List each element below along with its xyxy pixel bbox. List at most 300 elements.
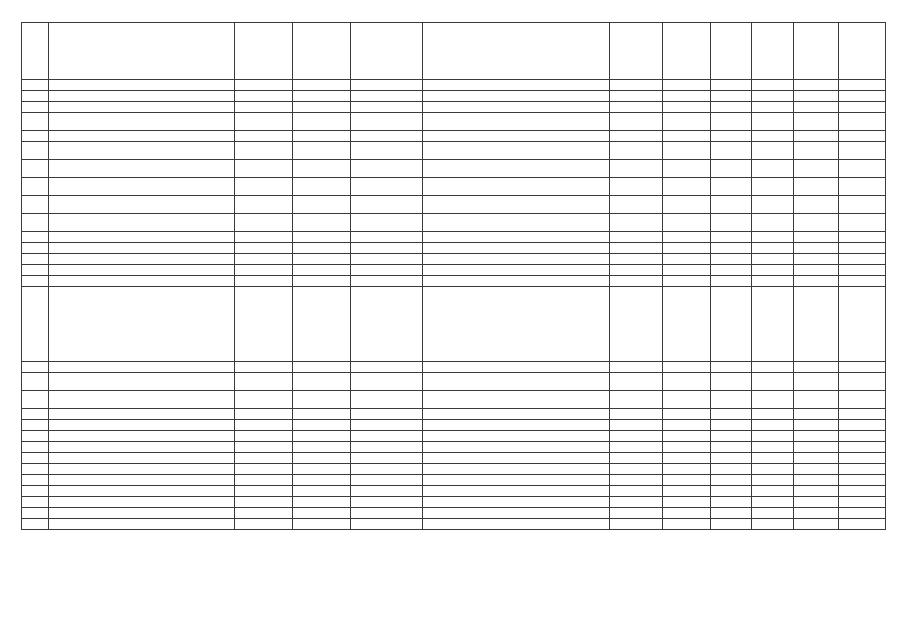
table-cell <box>839 243 886 254</box>
table-cell <box>235 160 293 178</box>
table-cell <box>663 391 711 409</box>
table-cell <box>793 142 839 160</box>
table-cell <box>423 442 609 453</box>
table-cell <box>609 508 663 519</box>
table-cell <box>235 362 293 373</box>
table-cell <box>293 287 351 362</box>
table-cell <box>663 265 711 276</box>
table-cell <box>293 453 351 464</box>
table-cell <box>22 142 49 160</box>
table-cell <box>235 391 293 409</box>
table-row <box>22 113 886 131</box>
table-cell <box>752 475 793 486</box>
table-cell <box>293 160 351 178</box>
table-cell <box>48 265 234 276</box>
table-cell <box>235 254 293 265</box>
header-row <box>22 23 886 80</box>
table-cell <box>839 287 886 362</box>
table-cell <box>22 265 49 276</box>
table-cell <box>293 91 351 102</box>
table-cell <box>711 464 752 475</box>
table-cell <box>839 102 886 113</box>
table-cell <box>839 508 886 519</box>
table-cell <box>48 486 234 497</box>
table-cell <box>839 409 886 420</box>
table-cell <box>48 519 234 530</box>
table-cell <box>48 214 234 232</box>
column-header <box>793 23 839 80</box>
table-row <box>22 391 886 409</box>
table-cell <box>351 409 423 420</box>
table-cell <box>609 486 663 497</box>
table-cell <box>711 243 752 254</box>
table-cell <box>839 486 886 497</box>
table-cell <box>663 113 711 131</box>
table-row <box>22 142 886 160</box>
table-cell <box>609 265 663 276</box>
table-cell <box>711 254 752 265</box>
table-cell <box>793 519 839 530</box>
table-cell <box>423 178 609 196</box>
table-cell <box>235 508 293 519</box>
table-cell <box>663 196 711 214</box>
table-cell <box>22 287 49 362</box>
table-cell <box>293 265 351 276</box>
table-cell <box>293 464 351 475</box>
table-cell <box>423 243 609 254</box>
table-cell <box>663 442 711 453</box>
table-cell <box>793 178 839 196</box>
table-cell <box>793 113 839 131</box>
table-cell <box>663 178 711 196</box>
table-cell <box>793 232 839 243</box>
table-cell <box>235 453 293 464</box>
table-cell <box>293 178 351 196</box>
table-cell <box>711 80 752 91</box>
table-cell <box>711 91 752 102</box>
table-cell <box>423 142 609 160</box>
column-header <box>22 23 49 80</box>
table-cell <box>839 91 886 102</box>
table-cell <box>351 362 423 373</box>
table-cell <box>609 420 663 431</box>
table-cell <box>663 131 711 142</box>
table-cell <box>752 486 793 497</box>
table-cell <box>351 442 423 453</box>
table-row <box>22 362 886 373</box>
table-cell <box>22 243 49 254</box>
table-row <box>22 519 886 530</box>
table-cell <box>839 113 886 131</box>
table-cell <box>663 243 711 254</box>
table-cell <box>609 519 663 530</box>
table-cell <box>22 420 49 431</box>
table-cell <box>351 453 423 464</box>
table-cell <box>711 442 752 453</box>
table-cell <box>293 243 351 254</box>
table-cell <box>22 497 49 508</box>
table-cell <box>711 102 752 113</box>
table-row <box>22 497 886 508</box>
table-row <box>22 442 886 453</box>
table-cell <box>663 160 711 178</box>
table-cell <box>711 265 752 276</box>
table-row <box>22 373 886 391</box>
table-cell <box>839 196 886 214</box>
table-cell <box>293 131 351 142</box>
table-cell <box>423 80 609 91</box>
table-cell <box>711 276 752 287</box>
table-cell <box>351 265 423 276</box>
table-cell <box>235 420 293 431</box>
table-cell <box>839 442 886 453</box>
table-cell <box>22 131 49 142</box>
table-cell <box>711 178 752 196</box>
table-cell <box>793 91 839 102</box>
table-cell <box>793 102 839 113</box>
table-cell <box>663 80 711 91</box>
table-cell <box>423 519 609 530</box>
table-cell <box>351 131 423 142</box>
table-cell <box>793 475 839 486</box>
table-cell <box>423 464 609 475</box>
table-cell <box>711 453 752 464</box>
table-cell <box>351 196 423 214</box>
table-row <box>22 475 886 486</box>
table-cell <box>22 232 49 243</box>
table-cell <box>752 113 793 131</box>
table-cell <box>235 442 293 453</box>
table-cell <box>663 287 711 362</box>
table-cell <box>351 142 423 160</box>
table-cell <box>793 464 839 475</box>
table-cell <box>22 160 49 178</box>
table-cell <box>48 420 234 431</box>
table-cell <box>609 178 663 196</box>
table-cell <box>711 160 752 178</box>
table-cell <box>48 254 234 265</box>
table-cell <box>752 431 793 442</box>
table-cell <box>48 178 234 196</box>
table-cell <box>423 232 609 243</box>
table-cell <box>48 508 234 519</box>
table-cell <box>609 91 663 102</box>
table-row <box>22 232 886 243</box>
table-cell <box>752 160 793 178</box>
table-cell <box>235 464 293 475</box>
table-cell <box>235 497 293 508</box>
table-cell <box>48 196 234 214</box>
table-cell <box>793 196 839 214</box>
table-cell <box>48 113 234 131</box>
table-cell <box>293 80 351 91</box>
table-cell <box>609 142 663 160</box>
table-cell <box>423 196 609 214</box>
table-cell <box>711 420 752 431</box>
table-cell <box>235 373 293 391</box>
table-cell <box>663 373 711 391</box>
column-header <box>235 23 293 80</box>
table-cell <box>752 287 793 362</box>
table-row <box>22 265 886 276</box>
table-cell <box>22 519 49 530</box>
table-cell <box>793 391 839 409</box>
table-cell <box>839 142 886 160</box>
table-cell <box>293 362 351 373</box>
table-cell <box>793 409 839 420</box>
table-cell <box>235 287 293 362</box>
table-cell <box>423 287 609 362</box>
table-cell <box>752 265 793 276</box>
table-cell <box>793 214 839 232</box>
table-cell <box>752 497 793 508</box>
table-cell <box>351 475 423 486</box>
table-row <box>22 178 886 196</box>
table-cell <box>663 464 711 475</box>
table-cell <box>423 373 609 391</box>
table-cell <box>711 142 752 160</box>
table-cell <box>663 409 711 420</box>
table-cell <box>839 475 886 486</box>
table-cell <box>752 254 793 265</box>
table-cell <box>711 475 752 486</box>
table-row <box>22 131 886 142</box>
table-cell <box>663 232 711 243</box>
table-cell <box>235 91 293 102</box>
table-cell <box>423 102 609 113</box>
table-row <box>22 160 886 178</box>
table-cell <box>839 232 886 243</box>
table-cell <box>235 131 293 142</box>
table-cell <box>752 420 793 431</box>
table-cell <box>793 486 839 497</box>
table-cell <box>839 497 886 508</box>
table-cell <box>22 178 49 196</box>
table-cell <box>839 420 886 431</box>
table-cell <box>752 362 793 373</box>
table-cell <box>793 276 839 287</box>
table-cell <box>752 196 793 214</box>
table-cell <box>609 243 663 254</box>
table-cell <box>711 196 752 214</box>
table-cell <box>793 431 839 442</box>
table-row <box>22 486 886 497</box>
table-row <box>22 91 886 102</box>
table-cell <box>711 508 752 519</box>
column-header <box>293 23 351 80</box>
table-cell <box>752 178 793 196</box>
table-cell <box>235 519 293 530</box>
table-cell <box>293 196 351 214</box>
table-cell <box>423 486 609 497</box>
table-cell <box>609 442 663 453</box>
table-cell <box>711 287 752 362</box>
table-cell <box>793 453 839 464</box>
table-cell <box>235 431 293 442</box>
table-row <box>22 453 886 464</box>
table-cell <box>235 80 293 91</box>
table-cell <box>22 91 49 102</box>
table-cell <box>793 265 839 276</box>
table-cell <box>293 519 351 530</box>
table-cell <box>663 519 711 530</box>
table-cell <box>423 131 609 142</box>
table-cell <box>663 102 711 113</box>
table-cell <box>609 113 663 131</box>
table-cell <box>351 373 423 391</box>
table-cell <box>48 80 234 91</box>
table-cell <box>839 80 886 91</box>
table-cell <box>235 276 293 287</box>
table-cell <box>48 431 234 442</box>
table-cell <box>752 142 793 160</box>
column-header <box>609 23 663 80</box>
table-cell <box>663 486 711 497</box>
table-cell <box>711 486 752 497</box>
table-cell <box>752 214 793 232</box>
table-cell <box>293 475 351 486</box>
table-cell <box>351 431 423 442</box>
table-cell <box>293 409 351 420</box>
table-cell <box>793 420 839 431</box>
table-cell <box>752 373 793 391</box>
table-cell <box>663 420 711 431</box>
table-cell <box>752 80 793 91</box>
table-cell <box>351 420 423 431</box>
table-cell <box>423 453 609 464</box>
table-cell <box>839 464 886 475</box>
table-cell <box>22 196 49 214</box>
table-cell <box>22 464 49 475</box>
table-cell <box>48 475 234 486</box>
column-header <box>663 23 711 80</box>
table-row <box>22 196 886 214</box>
table-cell <box>423 362 609 373</box>
table-cell <box>423 420 609 431</box>
table-cell <box>351 178 423 196</box>
table-cell <box>48 102 234 113</box>
table-cell <box>48 373 234 391</box>
table-cell <box>609 80 663 91</box>
table-cell <box>711 519 752 530</box>
table-cell <box>752 464 793 475</box>
table-cell <box>22 431 49 442</box>
table-cell <box>793 442 839 453</box>
table-cell <box>663 214 711 232</box>
table-cell <box>351 214 423 232</box>
table-cell <box>609 196 663 214</box>
table-cell <box>48 243 234 254</box>
table-cell <box>48 442 234 453</box>
table-cell <box>609 214 663 232</box>
table-row <box>22 254 886 265</box>
table-cell <box>293 486 351 497</box>
table-cell <box>609 232 663 243</box>
table-cell <box>663 453 711 464</box>
table-cell <box>752 519 793 530</box>
table-cell <box>22 102 49 113</box>
table-cell <box>48 232 234 243</box>
table-cell <box>22 373 49 391</box>
table-cell <box>351 91 423 102</box>
table-cell <box>839 431 886 442</box>
table-cell <box>793 254 839 265</box>
table-cell <box>839 160 886 178</box>
table-cell <box>663 276 711 287</box>
table-cell <box>22 453 49 464</box>
table-cell <box>235 409 293 420</box>
table-cell <box>351 232 423 243</box>
table-cell <box>293 391 351 409</box>
table-cell <box>235 113 293 131</box>
table-cell <box>839 214 886 232</box>
table-cell <box>351 243 423 254</box>
table-cell <box>663 91 711 102</box>
table-cell <box>351 276 423 287</box>
table-cell <box>839 362 886 373</box>
table-cell <box>351 160 423 178</box>
table-cell <box>711 391 752 409</box>
table-cell <box>22 391 49 409</box>
table-cell <box>48 497 234 508</box>
table-cell <box>423 497 609 508</box>
table-cell <box>22 276 49 287</box>
table-cell <box>423 508 609 519</box>
table-cell <box>839 265 886 276</box>
table-row <box>22 287 886 362</box>
register-table <box>21 22 886 530</box>
table-row <box>22 214 886 232</box>
table-cell <box>293 508 351 519</box>
table-cell <box>48 287 234 362</box>
table-cell <box>793 243 839 254</box>
table-cell <box>351 508 423 519</box>
table-cell <box>793 508 839 519</box>
table-cell <box>293 232 351 243</box>
table-cell <box>293 442 351 453</box>
table-cell <box>423 475 609 486</box>
table-row <box>22 243 886 254</box>
table-cell <box>22 442 49 453</box>
table-cell <box>752 243 793 254</box>
table-cell <box>609 431 663 442</box>
table-cell <box>235 265 293 276</box>
table-cell <box>752 131 793 142</box>
table-cell <box>752 391 793 409</box>
table-cell <box>711 373 752 391</box>
table-cell <box>235 214 293 232</box>
table-cell <box>22 214 49 232</box>
table-cell <box>609 453 663 464</box>
table-cell <box>22 409 49 420</box>
table-cell <box>423 254 609 265</box>
table-cell <box>609 362 663 373</box>
table-cell <box>711 362 752 373</box>
table-cell <box>793 131 839 142</box>
table-cell <box>793 373 839 391</box>
column-header <box>711 23 752 80</box>
table-cell <box>423 265 609 276</box>
table-cell <box>793 362 839 373</box>
table-cell <box>752 442 793 453</box>
table-cell <box>839 453 886 464</box>
table-cell <box>293 142 351 160</box>
table-cell <box>663 497 711 508</box>
table-cell <box>48 160 234 178</box>
table-cell <box>235 475 293 486</box>
table-cell <box>793 287 839 362</box>
table-cell <box>839 178 886 196</box>
